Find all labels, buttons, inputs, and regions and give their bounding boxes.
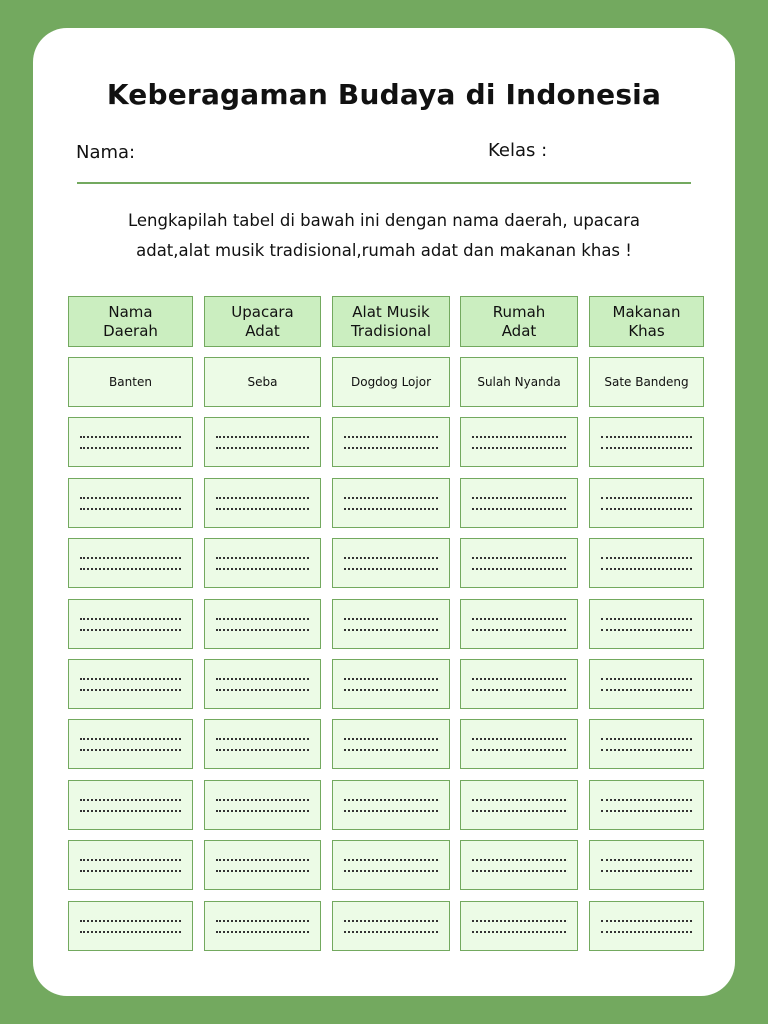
dotted-answer-line: [216, 738, 309, 740]
answer-field[interactable]: [68, 901, 193, 951]
dotted-answer-line: [601, 436, 692, 438]
dotted-answer-line: [601, 447, 692, 449]
dotted-answer-line: [601, 508, 692, 510]
dotted-answer-line: [472, 738, 566, 740]
dotted-answer-line: [601, 931, 692, 933]
dotted-answer-line: [80, 508, 181, 510]
dotted-answer-line: [472, 497, 566, 499]
dotted-answer-line: [601, 738, 692, 740]
dotted-answer-line: [472, 810, 566, 812]
dotted-answer-line: [601, 618, 692, 620]
dotted-answer-line: [80, 920, 181, 922]
dotted-answer-line: [472, 447, 566, 449]
answer-field[interactable]: [589, 599, 704, 649]
column-header-label: Adat: [245, 321, 280, 340]
column-header: [332, 296, 450, 347]
answer-field[interactable]: [589, 417, 704, 467]
column-header: [204, 296, 321, 347]
dotted-answer-line: [472, 931, 566, 933]
dotted-answer-line: [472, 508, 566, 510]
dotted-answer-line: [80, 749, 181, 751]
dotted-answer-line: [601, 859, 692, 861]
column-header-label: Adat: [501, 321, 537, 340]
answer-field[interactable]: [68, 478, 193, 528]
dotted-answer-line: [344, 859, 438, 861]
dotted-answer-line: [80, 870, 181, 872]
dotted-answer-line: [216, 557, 309, 559]
answer-field[interactable]: [68, 417, 193, 467]
dotted-answer-line: [601, 749, 692, 751]
dotted-answer-line: [344, 447, 438, 449]
dotted-answer-line: [472, 557, 566, 559]
dotted-answer-line: [80, 629, 181, 631]
dotted-answer-line: [344, 870, 438, 872]
answer-field[interactable]: [332, 840, 450, 890]
dotted-answer-line: [344, 568, 438, 570]
dotted-answer-line: [216, 568, 309, 570]
dotted-answer-line: [344, 618, 438, 620]
answer-field[interactable]: [204, 417, 321, 467]
answer-field[interactable]: [332, 478, 450, 528]
answer-field[interactable]: [460, 599, 578, 649]
example-cell: Seba: [204, 357, 321, 407]
dotted-answer-line: [216, 508, 309, 510]
dotted-answer-line: [601, 870, 692, 872]
answer-field[interactable]: [460, 478, 578, 528]
dotted-answer-line: [216, 920, 309, 922]
answer-field[interactable]: [332, 780, 450, 830]
dotted-answer-line: [216, 447, 309, 449]
dotted-answer-line: [344, 810, 438, 812]
column-header: [460, 296, 578, 347]
answer-field[interactable]: [68, 840, 193, 890]
dotted-answer-line: [80, 497, 181, 499]
name-label: Nama:: [76, 142, 136, 163]
dotted-answer-line: [216, 629, 309, 631]
answer-field[interactable]: [332, 599, 450, 649]
answer-field[interactable]: [204, 719, 321, 769]
answer-field[interactable]: [204, 599, 321, 649]
dotted-answer-line: [80, 618, 181, 620]
dotted-answer-line: [344, 557, 438, 559]
dotted-answer-line: [344, 920, 438, 922]
dotted-answer-line: [344, 678, 438, 680]
dotted-answer-line: [601, 629, 692, 631]
dotted-answer-line: [80, 678, 181, 680]
answer-field[interactable]: [589, 780, 704, 830]
answer-field[interactable]: [460, 901, 578, 951]
answer-field[interactable]: [204, 840, 321, 890]
dotted-answer-line: [601, 920, 692, 922]
dotted-answer-line: [472, 568, 566, 570]
answer-field[interactable]: [332, 538, 450, 588]
answer-field[interactable]: [589, 719, 704, 769]
answer-field[interactable]: [589, 538, 704, 588]
column-header-label: Daerah: [103, 321, 158, 340]
class-label: Kelas :: [488, 140, 548, 161]
dotted-answer-line: [601, 497, 692, 499]
answer-field[interactable]: [204, 901, 321, 951]
example-cell: Banten: [68, 357, 193, 407]
dotted-answer-line: [80, 557, 181, 559]
dotted-answer-line: [601, 799, 692, 801]
dotted-answer-line: [216, 689, 309, 691]
answer-field[interactable]: [589, 659, 704, 709]
dotted-answer-line: [344, 508, 438, 510]
example-cell: Sate Bandeng: [589, 357, 704, 407]
dotted-answer-line: [472, 920, 566, 922]
answer-field[interactable]: [204, 780, 321, 830]
dotted-answer-line: [216, 436, 309, 438]
dotted-answer-line: [216, 678, 309, 680]
dotted-answer-line: [601, 557, 692, 559]
dotted-answer-line: [472, 749, 566, 751]
answer-field[interactable]: [204, 659, 321, 709]
example-cell: Dogdog Lojor: [332, 357, 450, 407]
dotted-answer-line: [216, 497, 309, 499]
answer-field[interactable]: [68, 599, 193, 649]
dotted-answer-line: [472, 870, 566, 872]
answer-field[interactable]: [460, 538, 578, 588]
dotted-answer-line: [80, 931, 181, 933]
answer-field[interactable]: [332, 719, 450, 769]
answer-field[interactable]: [332, 417, 450, 467]
dotted-answer-line: [472, 859, 566, 861]
dotted-answer-line: [472, 799, 566, 801]
answer-field[interactable]: [589, 478, 704, 528]
dotted-answer-line: [216, 799, 309, 801]
header-divider: [77, 182, 691, 184]
dotted-answer-line: [216, 749, 309, 751]
column-header-label: Makanan: [612, 302, 681, 321]
dotted-answer-line: [601, 810, 692, 812]
dotted-answer-line: [344, 799, 438, 801]
dotted-answer-line: [216, 618, 309, 620]
dotted-answer-line: [80, 738, 181, 740]
answer-field[interactable]: [460, 780, 578, 830]
dotted-answer-line: [216, 810, 309, 812]
dotted-answer-line: [216, 859, 309, 861]
column-header: [68, 296, 193, 347]
answer-field[interactable]: [68, 719, 193, 769]
answer-field[interactable]: [460, 417, 578, 467]
dotted-answer-line: [344, 436, 438, 438]
dotted-answer-line: [80, 568, 181, 570]
dotted-answer-line: [344, 738, 438, 740]
answer-field[interactable]: [460, 659, 578, 709]
answer-field[interactable]: [589, 901, 704, 951]
column-header-label: Alat Musik: [352, 302, 430, 321]
answer-field[interactable]: [589, 840, 704, 890]
dotted-answer-line: [80, 799, 181, 801]
answer-field[interactable]: [460, 719, 578, 769]
page-title: Keberagaman Budaya di Indonesia: [106, 78, 662, 111]
dotted-answer-line: [344, 497, 438, 499]
answer-field[interactable]: [332, 659, 450, 709]
dotted-answer-line: [80, 689, 181, 691]
dotted-answer-line: [344, 689, 438, 691]
column-header-label: Tradisional: [350, 321, 432, 340]
answer-field[interactable]: [332, 901, 450, 951]
answer-field[interactable]: [204, 478, 321, 528]
dotted-answer-line: [344, 629, 438, 631]
answer-field[interactable]: [460, 840, 578, 890]
dotted-answer-line: [472, 436, 566, 438]
dotted-answer-line: [472, 678, 566, 680]
dotted-answer-line: [601, 689, 692, 691]
dotted-answer-line: [472, 618, 566, 620]
column-header-label: Nama: [108, 302, 153, 321]
dotted-answer-line: [80, 810, 181, 812]
dotted-answer-line: [601, 678, 692, 680]
column-header-label: Rumah: [492, 302, 546, 321]
dotted-answer-line: [472, 629, 566, 631]
column-header-label: Upacara: [231, 302, 294, 321]
answer-field[interactable]: [204, 538, 321, 588]
example-cell: Sulah Nyanda: [460, 357, 578, 407]
dotted-answer-line: [80, 436, 181, 438]
dotted-answer-line: [344, 749, 438, 751]
answer-field[interactable]: [68, 780, 193, 830]
instruction-text: Lengkapilah tabel di bawah ini dengan nama daerah, upacara adat,alat musik tradisional,rumah adat dan makanan khas !: [128, 211, 640, 260]
dotted-answer-line: [216, 931, 309, 933]
dotted-answer-line: [344, 931, 438, 933]
dotted-answer-line: [216, 870, 309, 872]
dotted-answer-line: [601, 568, 692, 570]
column-header-label: Khas: [628, 321, 665, 340]
dotted-answer-line: [472, 689, 566, 691]
answer-field[interactable]: [68, 659, 193, 709]
column-header: [589, 296, 704, 347]
answer-field[interactable]: [68, 538, 193, 588]
dotted-answer-line: [80, 859, 181, 861]
dotted-answer-line: [80, 447, 181, 449]
